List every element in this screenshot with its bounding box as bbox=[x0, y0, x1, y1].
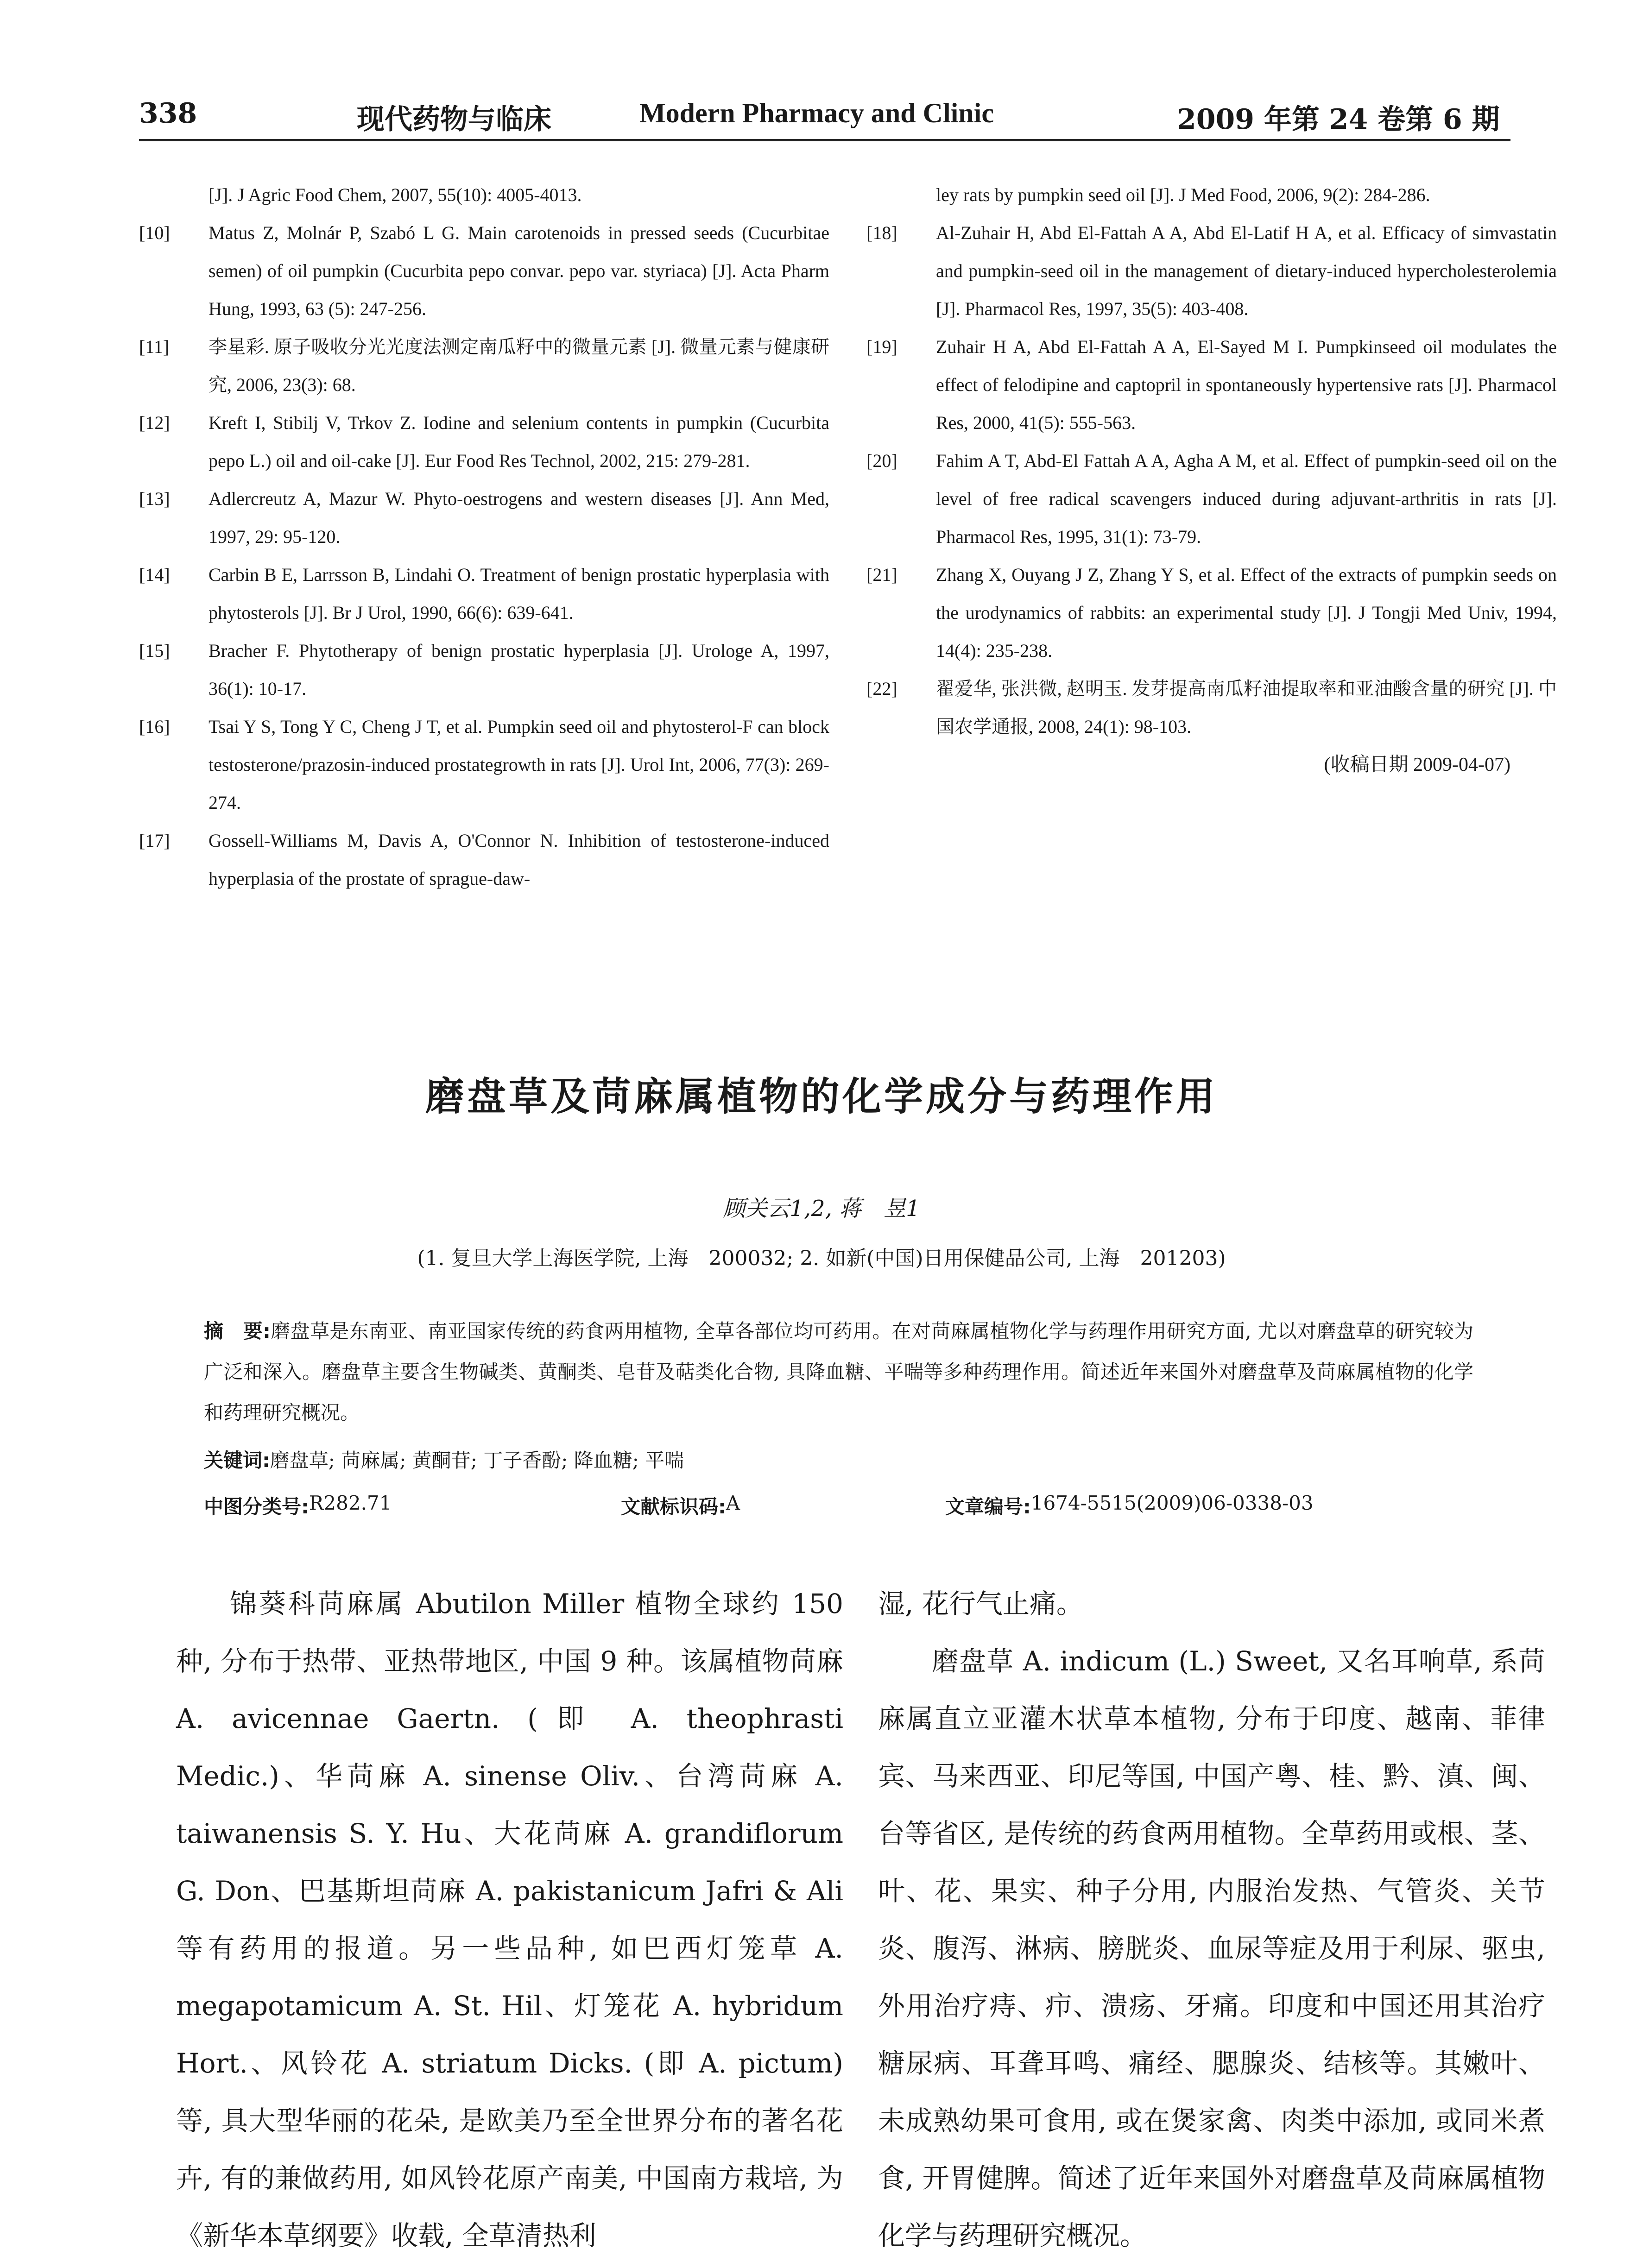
article-no-label: 文章编号: bbox=[945, 1495, 1031, 1518]
running-header bbox=[139, 88, 1510, 141]
keywords-text: 磨盘草; 苘麻属; 黄酮苷; 丁子香酚; 降血糖; 平喘 bbox=[270, 1449, 684, 1472]
article-number bbox=[945, 1492, 1314, 1519]
reference-item bbox=[866, 556, 1557, 670]
reference-number: [11] bbox=[139, 336, 170, 357]
reference-number: [13] bbox=[139, 488, 170, 509]
reference-number: [14] bbox=[139, 564, 170, 585]
article-no-value: 1674-5515(2009)06-0338-03 bbox=[1030, 1492, 1314, 1514]
reference-item bbox=[139, 822, 829, 898]
volume-issue: 2009 年第 24 卷第 6 期 bbox=[1177, 103, 1500, 136]
reference-text: Tsai Y S, Tong Y C, Cheng J T, et al. Pumpkin seed oil and phytosterol-F can block testosterone/prazosin-induced prostategrowth in rats [J]. Urol Int, 2006, 77(3): 269-274. bbox=[209, 716, 829, 813]
reference-text: Gossell-Williams M, Davis A, O'Connor N. Inhibition of testosterone-induced hyperplasia of the prostate of sprague-daw- bbox=[209, 830, 829, 889]
keywords bbox=[204, 1445, 1473, 1473]
body-left-column bbox=[176, 1575, 843, 2264]
journal-name-cn: 现代药物与临床 bbox=[357, 103, 551, 136]
reference-item bbox=[139, 632, 829, 708]
reference-text: Kreft I, Stibilj V, Trkov Z. Iodine and selenium contents in pumpkin (Cucurbita pepo L.) oil and oil-cake [J]. Eur Food Res Technol, 2002, 215: 279-281. bbox=[209, 412, 829, 471]
reference-text: Al-Zuhair H, Abd El-Fattah A A, Abd El-Latif H A, et al. Efficacy of simvastatin and pumpkin-seed oil in the management of dietary-induced hypercholesterolemia [J]. Pharmacol Res, 1997, 35(5): 403-408. bbox=[936, 222, 1557, 319]
article-authors: 顾关云1,2, 蒋 昱1 bbox=[723, 1196, 920, 1222]
reference-item bbox=[139, 328, 829, 404]
reference-item bbox=[866, 214, 1557, 328]
document-code bbox=[621, 1492, 740, 1519]
abstract-text: 磨盘草是东南亚、南亚国家传统的药食两用植物, 全草各部位均可药用。在对苘麻属植物化学与药理作用研究方面, 尤以对磨盘草的研究较为广泛和深入。磨盘草主要含生物碱类、黄酮类、皂苷及萜类化合物, 具降血糖、平喘等多种药理作用。简述近年来国外对磨盘草及苘麻属植物的化学和药理研究概况。 bbox=[204, 1320, 1474, 1424]
clc-value: R282.71 bbox=[309, 1492, 392, 1514]
references-left-column bbox=[139, 176, 829, 898]
reference-item bbox=[139, 214, 829, 328]
body-paragraph: 磨盘草 A. indicum (L.) Sweet, 又名耳响草, 系苘麻属直立亚灌木状草本植物, 分布于印度、越南、菲律宾、马来西亚、印尼等国, 中国产粤、桂、黔、滇、闽、台等省区, 是传统的药食两用植物。全草药用或根、茎、叶、花、果实、种子分用, 内服治发热、气管炎、关节炎、腹泻、淋病、膀胱炎、血尿等症及用于利尿、驱虫, 外用治疗痔、疖、溃疡、牙痛。印度和中国还用其治疗糖尿病、耳聋耳鸣、痛经、腮腺炎、结核等。其嫩叶、未成熟幼果可食用, 或在煲家禽、肉类中添加, 或同米煮食, 开胃健脾。简述了近年来国外对磨盘草及苘麻属植物化学与药理研究概况。 bbox=[878, 1645, 1545, 2251]
reference-text: Carbin B E, Larrsson B, Lindahi O. Treatment of benign prostatic hyperplasia with phytosterols [J]. Br J Urol, 1990, 66(6): 639-641. bbox=[209, 564, 829, 623]
reference-number: [20] bbox=[866, 450, 897, 471]
reference-number: [17] bbox=[139, 830, 170, 851]
received-date: (收稿日期 2009-04-07) bbox=[1324, 754, 1510, 775]
reference-item bbox=[139, 556, 829, 632]
reference-number: [16] bbox=[139, 716, 170, 737]
reference-number: [10] bbox=[139, 222, 170, 243]
clc-number bbox=[204, 1492, 392, 1519]
reference-number: [22] bbox=[866, 678, 897, 699]
reference-item bbox=[139, 176, 829, 214]
reference-text: 翟爱华, 张洪微, 赵明玉. 发芽提高南瓜籽油提取率和亚油酸含量的研究 [J]. 中国农学通报, 2008, 24(1): 98-103. bbox=[936, 678, 1557, 737]
reference-number: [19] bbox=[866, 336, 897, 357]
article-title: 磨盘草及苘麻属植物的化学成分与药理作用 bbox=[425, 1074, 1218, 1119]
reference-item bbox=[139, 404, 829, 480]
reference-text: Adlercreutz A, Mazur W. Phyto-oestrogens and western diseases [J]. Ann Med, 1997, 29: 95-120. bbox=[209, 488, 829, 547]
body-right-column bbox=[878, 1575, 1545, 2264]
abstract-label: 摘 要: bbox=[204, 1320, 271, 1342]
reference-text: Matus Z, Molnár P, Szabó L G. Main carotenoids in pressed seeds (Cucurbitae semen) of oil pumpkin (Cucurbita pepo convar. pepo var. styriaca) [J]. Acta Pharm Hung, 1993, 63 (5): 247-256. bbox=[209, 222, 829, 319]
reference-number bbox=[866, 176, 936, 214]
author-affiliation: (1. 复旦大学上海医学院, 上海 200032; 2. 如新(中国)日用保健品公司, 上海 201203) bbox=[417, 1247, 1226, 1270]
body-paragraph: 湿, 花行气止痛。 bbox=[878, 1588, 1083, 1619]
reference-text: Bracher F. Phytotherapy of benign prostatic hyperplasia [J]. Urologe A, 1997, 36(1): 10-17. bbox=[209, 640, 829, 699]
reference-item bbox=[866, 176, 1557, 214]
reference-item bbox=[139, 480, 829, 556]
reference-text: Zhang X, Ouyang J Z, Zhang Y S, et al. Effect of the extracts of pumpkin seeds on the urodynamics of rabbits: an experimental study [J]. J Tongji Med Univ, 1994, 14(4): 235-238. bbox=[936, 564, 1557, 661]
reference-number: [18] bbox=[866, 222, 897, 243]
clc-label: 中图分类号: bbox=[204, 1495, 309, 1518]
reference-text: 李星彩. 原子吸收分光光度法测定南瓜籽中的微量元素 [J]. 微量元素与健康研究, 2006, 23(3): 68. bbox=[209, 336, 829, 395]
reference-item bbox=[866, 328, 1557, 442]
reference-item bbox=[139, 708, 829, 822]
reference-text: Fahim A T, Abd-El Fattah A A, Agha A M, et al. Effect of pumpkin-seed oil on the level of free radical scavengers induced during adjuvant-arthritis in rats [J]. Pharmacol Res, 1995, 31(1): 73-79. bbox=[936, 450, 1557, 547]
reference-text: [J]. J Agric Food Chem, 2007, 55(10): 4005-4013. bbox=[209, 184, 582, 205]
reference-text: Zuhair H A, Abd El-Fattah A A, El-Sayed M I. Pumpkinseed oil modulates the effect of felodipine and captopril in spontaneously hypertensive rats [J]. Pharmacol Res, 2000, 41(5): 555-563. bbox=[936, 336, 1557, 433]
references-right-column bbox=[866, 176, 1557, 784]
reference-number: [15] bbox=[139, 640, 170, 661]
keywords-label: 关键词: bbox=[204, 1449, 270, 1472]
abstract bbox=[204, 1311, 1473, 1433]
reference-text: ley rats by pumpkin seed oil [J]. J Med Food, 2006, 9(2): 284-286. bbox=[936, 184, 1430, 205]
body-paragraph: 锦葵科苘麻属 Abutilon Miller 植物全球约 150 种, 分布于热带、亚热带地区, 中国 9 种。该属植物苘麻 A. avicennae Gaertn. (即 A. theophrasti Medic.)、华苘麻 A. sinense Oliv.、台湾苘麻 A. taiwanensis S. Y. Hu、大花苘麻 A. grandiflorum G. Don、巴基斯坦苘麻 A. pakistanicum Jafri & Ali 等有药用的报道。另一些品种, 如巴西灯笼草 A. megapotamicum A. St. Hil、灯笼花 A. hybridum Hort.、风铃花 A. striatum Dicks. (即 A. pictum) 等, 具大型华丽的花朵, 是欧美乃至全世界分布的著名花卉, 有的兼做药用, 如风铃花原产南美, 中国南方栽培, 为《新华本草纲要》收载, 全草清热利 bbox=[176, 1588, 843, 2251]
doc-code-label: 文献标识码: bbox=[621, 1495, 726, 1518]
reference-item bbox=[866, 670, 1557, 746]
doc-code-value: A bbox=[726, 1492, 740, 1514]
reference-number: [12] bbox=[139, 412, 170, 433]
journal-name-en: Modern Pharmacy and Clinic bbox=[639, 98, 994, 128]
reference-item bbox=[866, 442, 1557, 556]
reference-number bbox=[139, 176, 209, 214]
page-number: 338 bbox=[139, 97, 197, 130]
reference-number: [21] bbox=[866, 564, 897, 585]
